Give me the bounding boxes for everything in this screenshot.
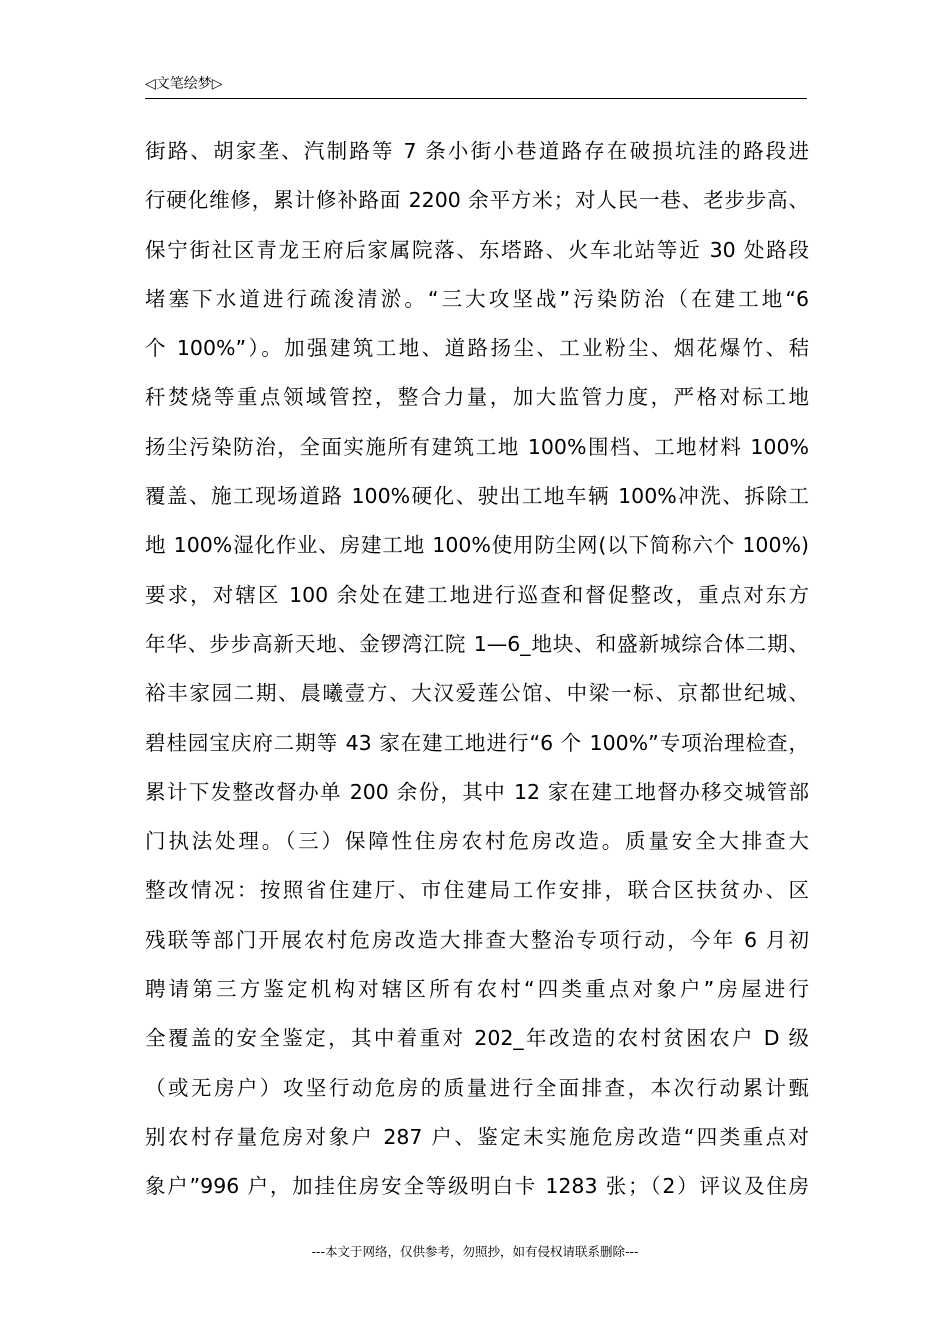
page-header <box>145 74 807 99</box>
body-line: 整改情况：按照省住建厅、市住建局工作安排，联合区扶贫办、区 <box>145 878 809 903</box>
body-line: 累计下发整改督办单 200 余份，其中 12 家在建工地督办移交城管部 <box>145 779 809 804</box>
body-line: 裕丰家园二期、晨曦壹方、大汉爱莲公馆、中梁一标、京都世纪城、 <box>145 681 809 706</box>
body-line: 碧桂园宝庆府二期等 43 家在建工地进行“6 个 100%”专项治理检查， <box>145 730 809 755</box>
body-line: 要求，对辖区 100 余处在建工地进行巡查和督促整改，重点对东方 <box>145 582 809 607</box>
body-line: 扬尘污染防治，全面实施所有建筑工地 100%围档、工地材料 100% <box>145 434 809 459</box>
body-line: 堵塞下水道进行疏浚清淤。“三大攻坚战”污染防治（在建工地“6 <box>145 286 809 311</box>
body-line: 秆焚烧等重点领域管控，整合力量，加大监管力度，严格对标工地 <box>145 385 809 410</box>
body-line: （或无房户）攻坚行动危房的质量进行全面排查，本次行动累计甄 <box>145 1075 809 1100</box>
body-line: 保宁街社区青龙王府后家属院落、东塔路、火车北站等近 30 处路段 <box>145 237 809 262</box>
body-line: 聘请第三方鉴定机构对辖区所有农村“四类重点对象户”房屋进行 <box>145 977 809 1002</box>
header-title: ◁文笔绘梦▷ <box>145 76 223 92</box>
body-line: 门执法处理。（三）保障性住房农村危房改造。质量安全大排查大 <box>145 829 809 854</box>
page-footer: ---本文于网络，仅供参考，勿照抄，如有侵权请联系删除--- <box>311 1244 639 1259</box>
document-body <box>145 132 809 1217</box>
body-line: 个 100%”）。加强建筑工地、道路扬尘、工业粉尘、烟花爆竹、秸 <box>145 336 809 361</box>
body-line: 年华、步步高新天地、金锣湾江院 1—6_地块、和盛新城综合体二期、 <box>145 631 809 656</box>
body-line: 别农村存量危房对象户 287 户、鉴定未实施危房改造“四类重点对 <box>145 1124 809 1149</box>
body-line: 行硬化维修，累计修补路面 2200 余平方米；对人民一巷、老步步高、 <box>145 188 809 213</box>
body-line: 象户”996 户，加挂住房安全等级明白卡 1283 张；（2）评议及住房 <box>145 1174 809 1199</box>
body-line: 街路、胡家垄、汽制路等 7 条小街小巷道路存在破损坑洼的路段进 <box>145 139 809 163</box>
body-line: 地 100%湿化作业、房建工地 100%使用防尘网(以下简称六个 100%) <box>145 533 809 558</box>
body-line: 全覆盖的安全鉴定，其中着重对 202_年改造的农村贫困农户 D 级 <box>145 1026 809 1051</box>
body-line: 残联等部门开展农村危房改造大排查大整治专项行动，今年 6 月初 <box>145 927 809 952</box>
body-line: 覆盖、施工现场道路 100%硬化、驶出工地车辆 100%冲洗、拆除工 <box>145 484 809 509</box>
